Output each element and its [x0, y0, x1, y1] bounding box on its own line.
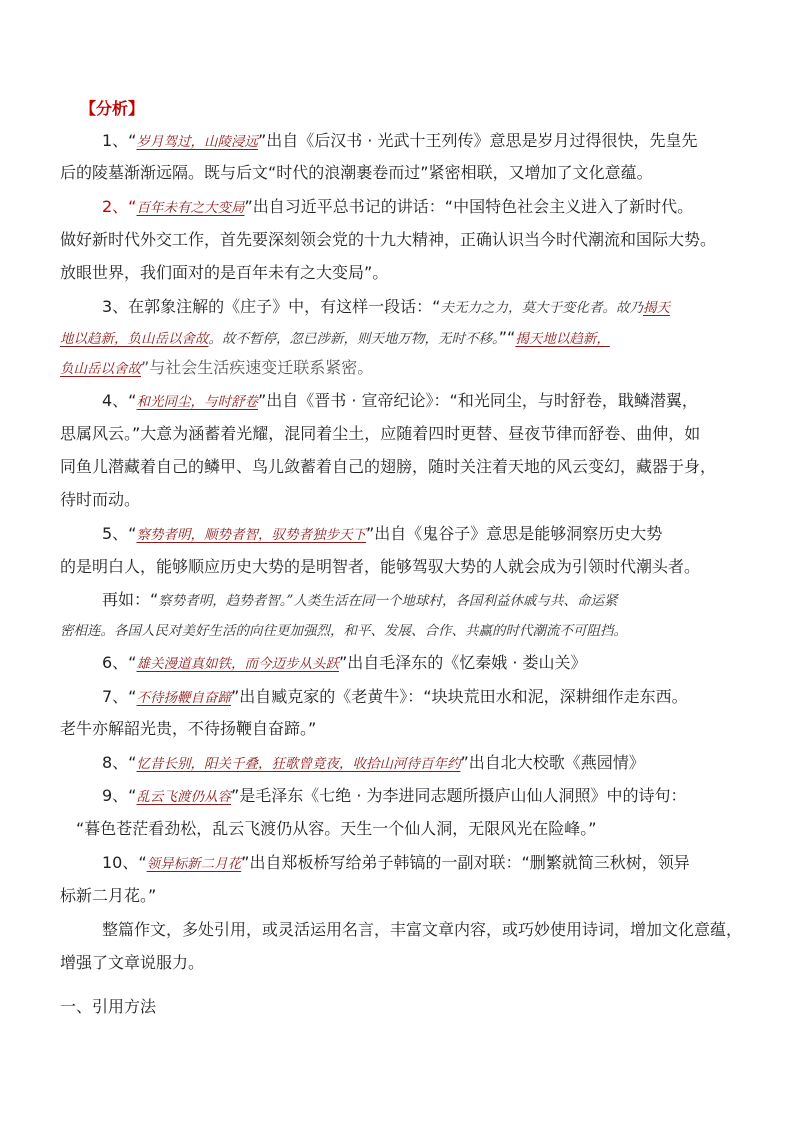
quote-4: 和光同尘，与时舒卷	[136, 394, 258, 410]
quote-1: 岁月驾过，山陵浸远	[136, 134, 258, 150]
section-heading: 一、引用方法	[60, 997, 157, 1016]
item-4-line-4: 待时而动。	[60, 490, 141, 509]
quote-8: 忆昔长别，阳关千叠，狂歌曾竟夜，收拾山河待百年约	[136, 756, 461, 772]
quote-7: 不待扬鞭自奋蹄	[136, 690, 231, 706]
item-9-line-1: 9、“乱云飞渡仍从容”是毛泽东《七绝 · 为李进同志题所摄庐山仙人洞照》中的诗句：	[102, 786, 687, 805]
summary-line-1: 整篇作文，多处引用，或灵活运用名言，丰富文章内容，或巧妙使用诗词，增加文化意蕴，	[102, 920, 743, 939]
example-line-1: 再如：“察势者明，趋势者智。”人类生活在同一个地球村，各国利益休戚与共、命运紧	[102, 590, 618, 609]
item-2-line-1: 2、“百年未有之大变局”出自习近平总书记的讲话：“中国特色社会主义进入了新时代。	[102, 197, 694, 216]
quote-5: 察势者明，顺势者智，驭势者独步天下	[136, 527, 366, 543]
quote-2: 百年未有之大变局	[136, 200, 245, 216]
quote-9: 乱云飞渡仍从容	[136, 789, 231, 805]
item-5-line-1: 5、“察势者明，顺势者智，驭势者独步天下”出自《鬼谷子》意思是能够洞察历史大势	[102, 524, 663, 543]
item-3-line-3: 负山岳以舍故”与社会生活疾速变迁联系紧密。	[60, 358, 374, 377]
summary-line-2: 增强了文章说服力。	[60, 953, 205, 972]
item-8-line-1: 8、“忆昔长别，阳关千叠，狂歌曾竟夜，收拾山河待百年约”出自北大校歌《燕园情》	[102, 753, 645, 772]
item-6-line-1: 6、“雄关漫道真如铁，而今迈步从头跃”出自毛泽东的《忆秦娥 · 娄山关》	[102, 653, 587, 672]
item-2-line-3: 放眼世界，我们面对的是百年未有之大变局”。	[60, 263, 389, 282]
item-10-line-2: 标新二月花。”	[60, 886, 157, 905]
item-7-line-1: 7、“不待扬鞭自奋蹄”出自臧克家的《老黄牛》：“块块荒田水和泥，深耕细作走东西。	[102, 687, 688, 706]
item-1-line-1: 1、“岁月驾过，山陵浸远”出自《后汉书 · 光武十王列传》意思是岁月过得很快，先皇先	[102, 131, 698, 150]
item-4-line-2: 思属风云。”大意为涵蓄着光耀，混同着尘土，应随着四时更替、昼夜节律而舒卷、曲伸，如	[60, 424, 701, 443]
item-4-line-3: 同鱼儿潜藏着自己的鳞甲、鸟儿敛蓄着自己的翅膀，随时关注着天地的风云变幻，藏器于身，	[60, 457, 717, 476]
item-2-line-2: 做好新时代外交工作，首先要深刻领会党的十九大精神，正确认识当今时代潮流和国际大势。	[60, 230, 717, 249]
quote-6: 雄关漫道真如铁，而今迈步从头跃	[136, 656, 339, 672]
item-1-line-2: 后的陵墓渐渐远隔。既与后文“时代的浪潮裹卷而过”紧密相联，又增加了文化意蕴。	[60, 163, 653, 182]
item-4-line-1: 4、“和光同尘，与时舒卷”出自《晋书 · 宣帝纪论》：“和光同尘，与时舒卷，戢鳞潜翼，	[102, 391, 698, 410]
item-5-line-2: 的是明白人，能够顺应历史大势的是明智者，能够驾驭大势的人就会成为引领时代潮头者。	[60, 557, 701, 576]
item-9-line-2: “暮色苍茫看劲松，乱云飞渡仍从容。天生一个仙人洞，无限风光在险峰。”	[76, 819, 597, 838]
quote-10: 领异标新二月花	[146, 856, 242, 872]
example-line-2: 密相连。各国人民对美好生活的向往更加强烈，和平、发展、合作、共赢的时代潮流不可阻挡。	[60, 623, 627, 639]
item-10-line-1: 10、“领异标新二月花”出自郑板桥写给弟子韩镐的一副对联：“删繁就简三秋树，领异	[102, 853, 690, 872]
item-7-line-2: 老牛亦解韶光贵，不待扬鞭自奋蹄。”	[60, 719, 317, 738]
analysis-heading: 【分析】	[80, 99, 145, 118]
item-3-line-1: 3、在郭象注解的《庄子》中，有这样一段话：“夫无力之力，莫大于变化者。故乃揭天	[102, 297, 670, 316]
item-3-line-2: 地以趋新，负山岳以舍故。故不暂停，忽已涉新，则天地万物，无时不移。”“揭天地以趋新，	[60, 328, 610, 347]
